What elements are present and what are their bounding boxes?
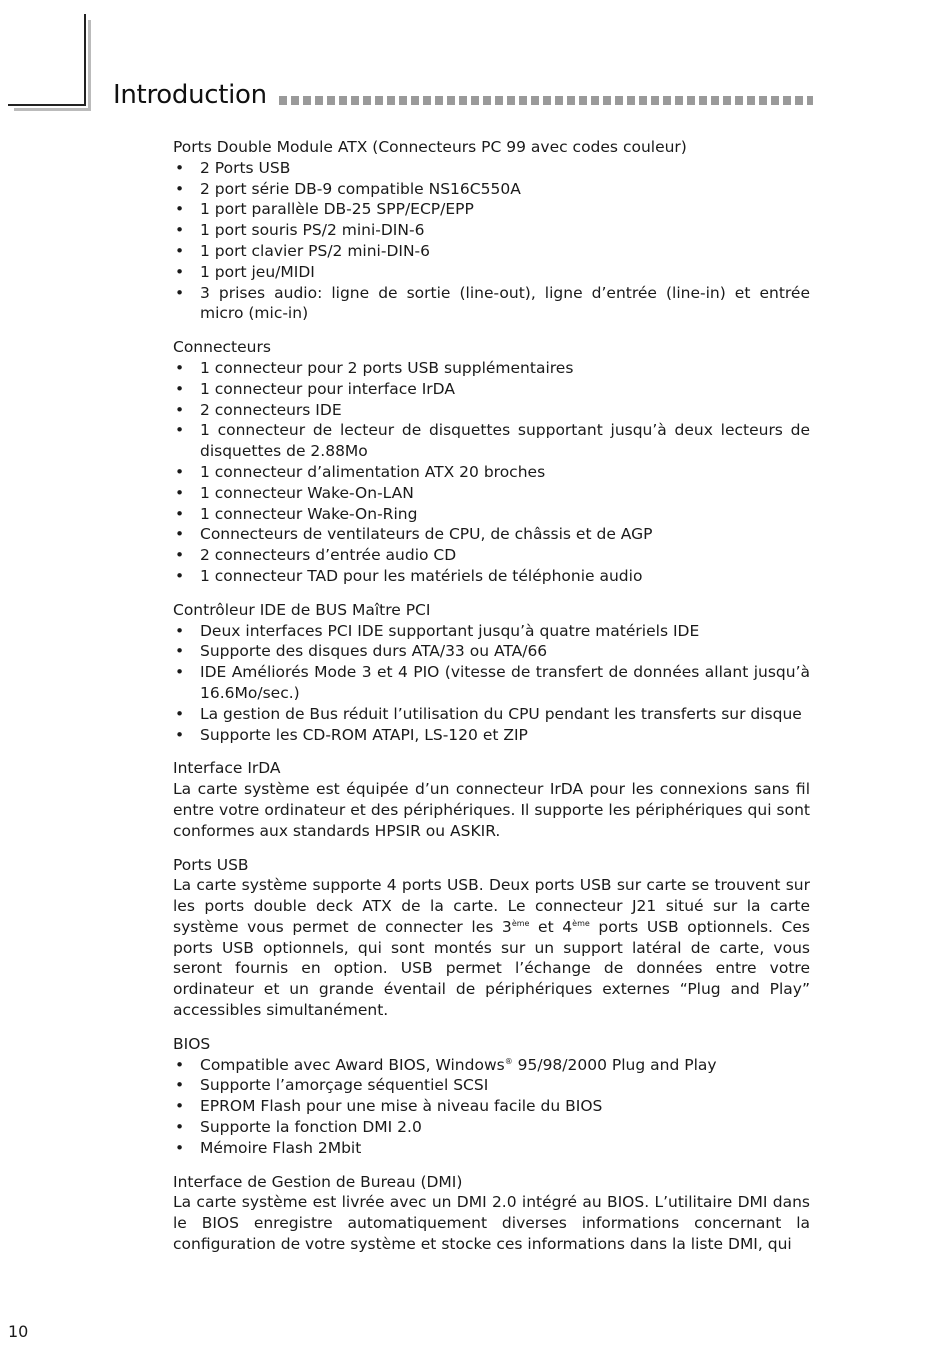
section-irda <box>173 758 810 841</box>
list-item: • Deux interfaces PCI IDE supportant jusqu’à quatre matériels IDE <box>173 621 810 642</box>
list-item: • 3 prises audio: ligne de sortie (line-out), ligne d’entrée (line-in) et entrée micro (mic-in) <box>173 283 810 325</box>
bullet-list <box>173 158 810 324</box>
list-item: • 1 connecteur TAD pour les matériels de téléphonie audio <box>173 566 810 587</box>
list-item: • Connecteurs de ventilateurs de CPU, de châssis et de AGP <box>173 524 810 545</box>
corner-mark-shadow <box>88 20 91 110</box>
list-item: • 2 connecteurs IDE <box>173 400 810 421</box>
item-text: 95/98/2000 Plug and Play <box>512 1055 717 1074</box>
list-item: • 2 port série DB-9 compatible NS16C550A <box>173 179 810 200</box>
section-heading: BIOS <box>173 1034 211 1053</box>
list-item: • Supporte des disques durs ATA/33 ou ATA/66 <box>173 641 810 662</box>
list-item: • IDE Améliorés Mode 3 et 4 PIO (vitesse de transfert de données allant jusqu’à 16.6Mo/sec.) <box>173 662 810 704</box>
title-dotted-rule <box>279 96 813 105</box>
section-heading: Contrôleur IDE de BUS Maître PCI <box>173 600 431 619</box>
page-number: 10 <box>8 1322 29 1341</box>
page-title: Introduction <box>113 80 267 110</box>
list-item: • 1 connecteur pour interface IrDA <box>173 379 810 400</box>
list-item: • 1 connecteur Wake-On-Ring <box>173 504 810 525</box>
section-bios <box>173 1034 810 1159</box>
list-item: • 1 connecteur Wake-On-LAN <box>173 483 810 504</box>
section-paragraph: La carte système est équipée d’un connecteur IrDA pour les connexions sans fil entre votre ordinateur et des périphériques. Il supporte les périphériques qui sont conformes aux standards HPSIR ou ASKIR. <box>173 780 810 840</box>
section-usb <box>173 855 810 1021</box>
page-content <box>173 137 810 1268</box>
bullet-list <box>173 621 810 746</box>
list-item: • 1 port jeu/MIDI <box>173 262 810 283</box>
list-item: • Supporte l’amorçage séquentiel SCSI <box>173 1075 810 1096</box>
section-heading: Interface de Gestion de Bureau (DMI) <box>173 1172 463 1191</box>
list-item: • 1 port parallèle DB-25 SPP/ECP/EPP <box>173 199 810 220</box>
list-item: • 1 connecteur de lecteur de disquettes supportant jusqu’à deux lecteurs de disquettes de 2.88Mo <box>173 420 810 462</box>
section-heading: Connecteurs <box>173 338 271 357</box>
title-row <box>113 76 813 110</box>
section-heading: Ports USB <box>173 855 249 874</box>
bullet-list <box>173 358 810 587</box>
list-item: • EPROM Flash pour une mise à niveau facile du BIOS <box>173 1096 810 1117</box>
section-paragraph <box>173 875 810 1021</box>
list-item <box>173 1055 810 1076</box>
paragraph-text: et 4 <box>529 917 573 936</box>
section-ports-atx <box>173 137 810 324</box>
list-item: • 2 connecteurs d’entrée audio CD <box>173 545 810 566</box>
list-item: • La gestion de Bus réduit l’utilisation du CPU pendant les transferts sur disque <box>173 704 810 725</box>
corner-mark <box>8 104 86 106</box>
section-dmi <box>173 1172 810 1255</box>
list-item: • 1 connecteur pour 2 ports USB supplémentaires <box>173 358 810 379</box>
corner-mark <box>84 14 86 106</box>
superscript: ème <box>511 918 530 928</box>
section-connecteurs <box>173 337 810 587</box>
section-heading: Ports Double Module ATX (Connecteurs PC 99 avec codes couleur) <box>173 138 687 156</box>
section-ide-controller <box>173 600 810 746</box>
item-text: Compatible avec Award BIOS, Windows <box>200 1055 505 1074</box>
corner-mark-shadow <box>14 108 91 111</box>
list-item: • Mémoire Flash 2Mbit <box>173 1138 810 1159</box>
list-item: • 1 port clavier PS/2 mini-DIN-6 <box>173 241 810 262</box>
registered-mark: ® <box>504 1056 513 1066</box>
paragraph-text: La carte système supporte 4 ports USB. Deux ports USB sur carte se trouvent sur les ports double deck ATX de la carte. Le connecteur J21 situé sur la carte système vous permet de connecter les 3 <box>173 876 810 936</box>
bullet-list <box>173 1055 810 1159</box>
section-paragraph: La carte système est livrée avec un DMI 2.0 intégré au BIOS. L’utilitaire DMI dans le BIOS enregistre automatiquement diverses informations concernant la configuration de votre système et stocke ces informations dans la liste DMI, qui <box>173 1193 810 1254</box>
paragraph-text: ports USB optionnels. Ces ports USB optionnels, qui sont montés sur un support latéral de carte, vous seront fournis en option. USB permet l’échange de données entre votre ordinateur et un grande éventail de périphériques externes “Plug and Play” accessibles simultanément. <box>173 917 810 1020</box>
list-item: • Supporte la fonction DMI 2.0 <box>173 1117 810 1138</box>
section-heading: Interface IrDA <box>173 759 281 778</box>
list-item: • Supporte les CD-ROM ATAPI, LS-120 et ZIP <box>173 725 810 746</box>
list-item: • 1 connecteur d’alimentation ATX 20 broches <box>173 462 810 483</box>
list-item: • 2 Ports USB <box>173 158 810 179</box>
list-item: • 1 port souris PS/2 mini-DIN-6 <box>173 220 810 241</box>
superscript: ème <box>572 918 590 928</box>
